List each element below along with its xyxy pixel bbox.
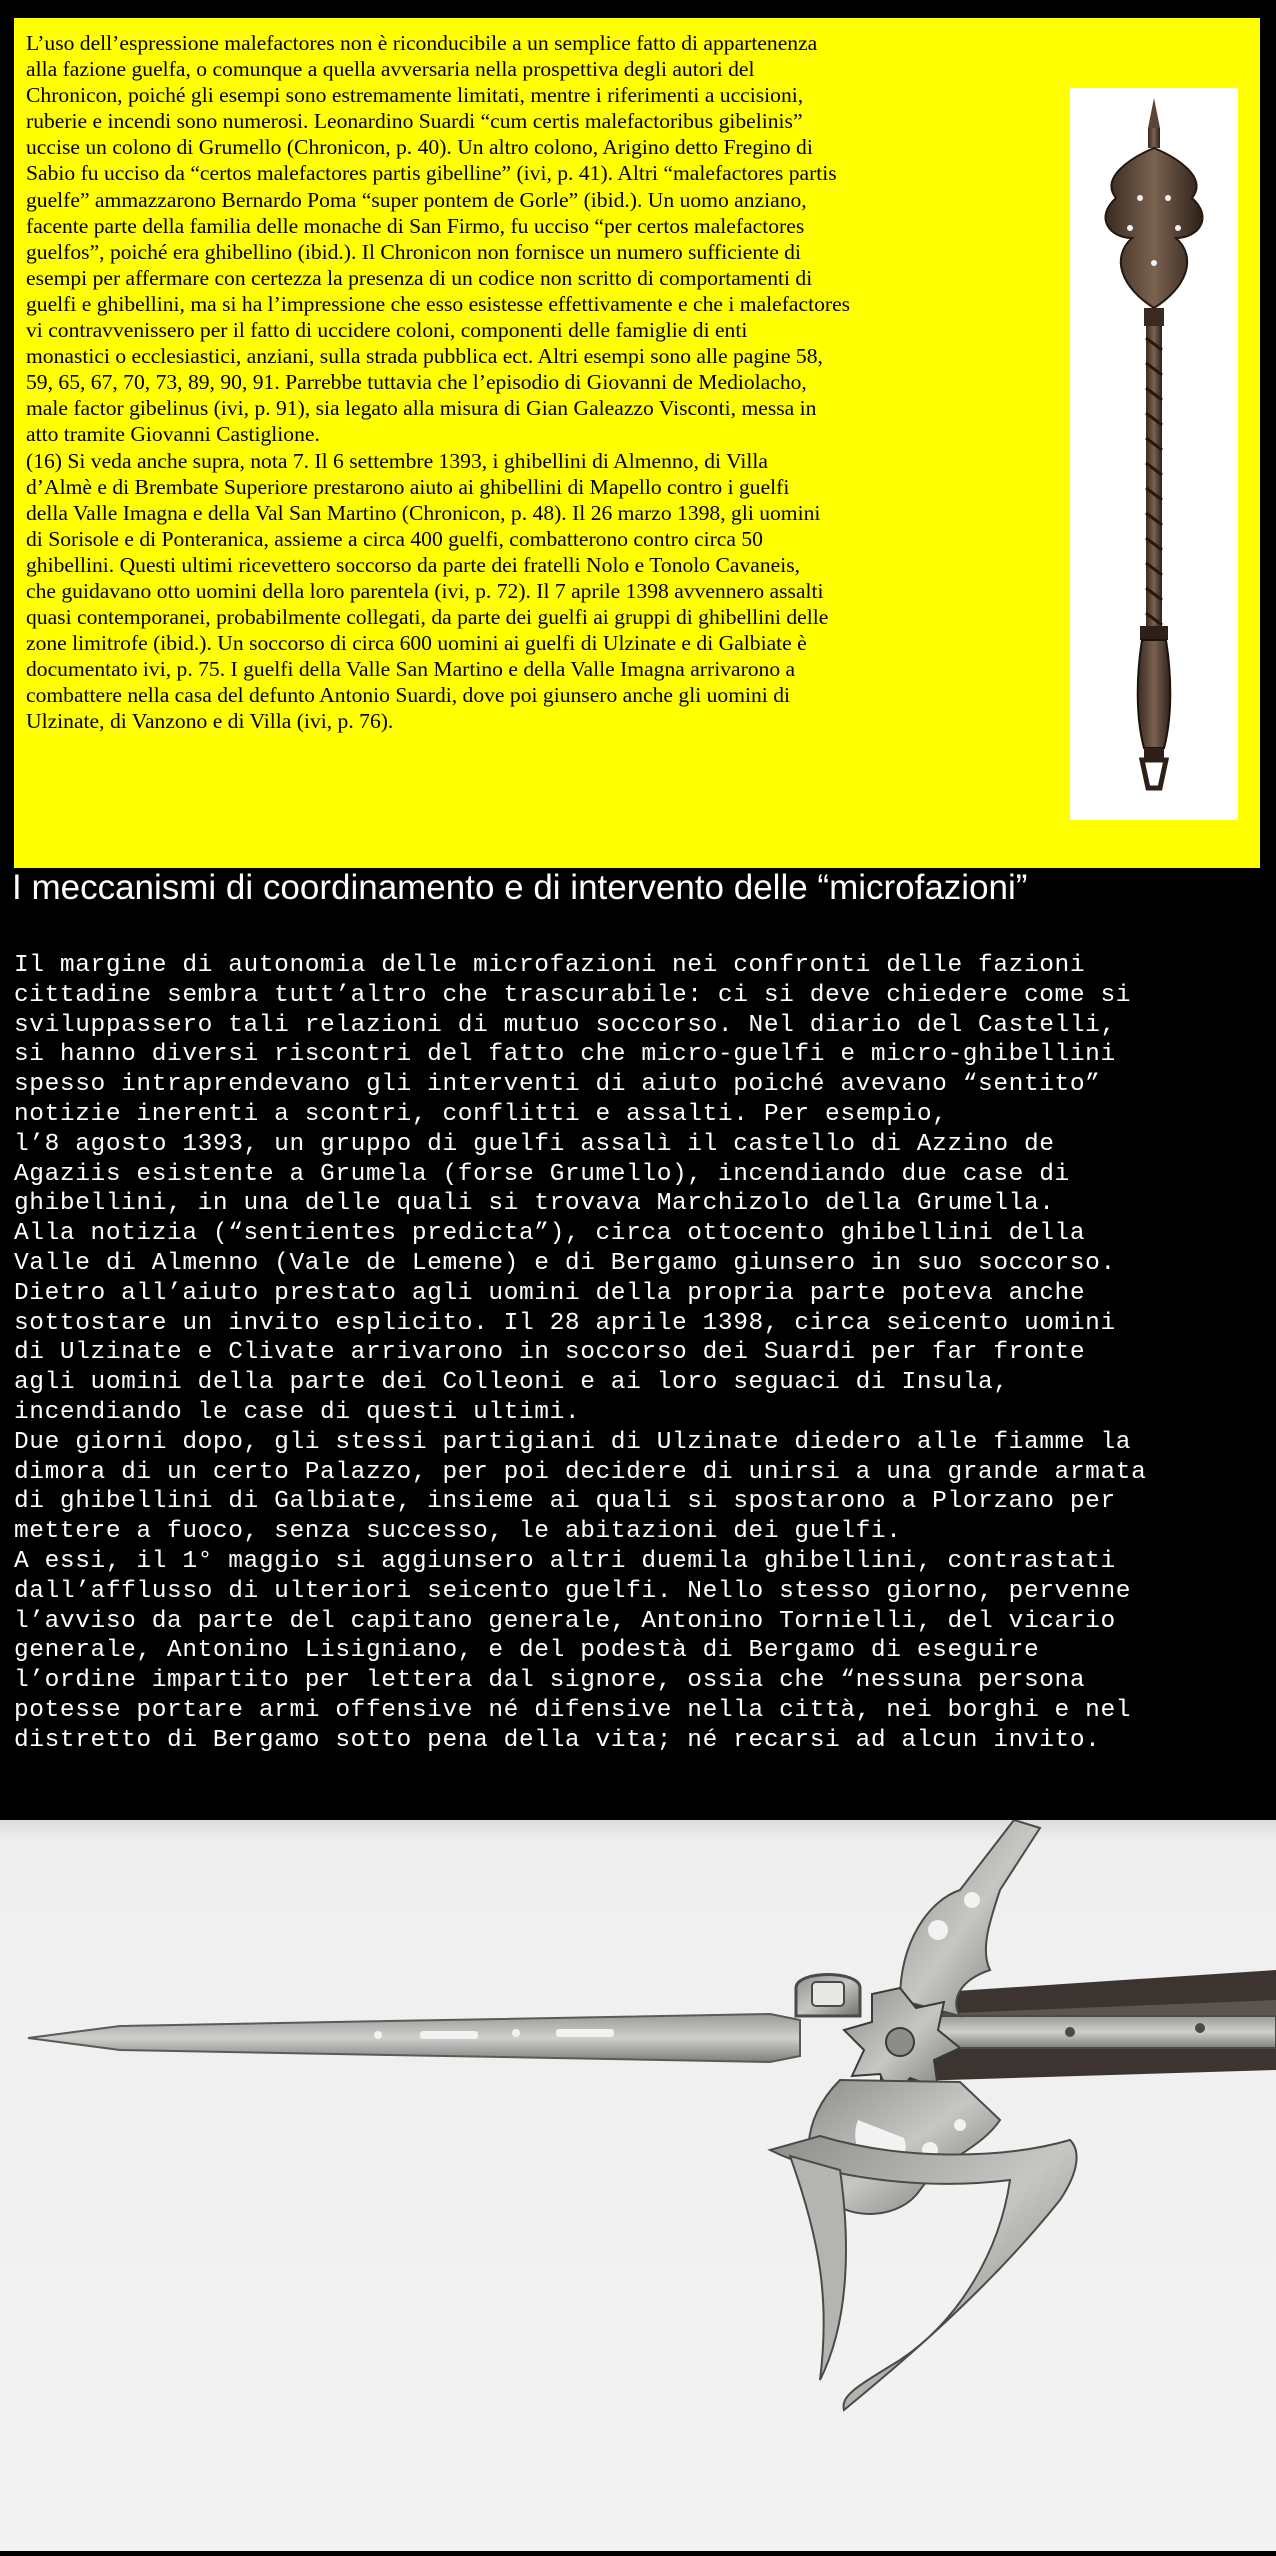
footnotes-text: L’uso dell’espressione malefactores non è riconducibile a un semplice fatto di appartenenza alla fazione guelfa, o comunque a quella avversaria nella prospettiva degli autori del Chronicon, poiché gli esempi sono estremamente limitati, mentre i riferimenti a uccisioni, ruberie e incendi sono numerosi. Leonardino Suardi “cum certis malefactoribus gibelinis” uccise un colono di Grumello (Chronicon, p. 40). Un altro colono, Arigino detto Fregino di Sabio fu ucciso da “certos malefactores partis gibelline” (ivi, p. 41). Altri “malefactores partis guelfe” ammazzarono Bernardo Poma “super pontem de Gorle” (ibid.). Un uomo anziano, facente parte della familia delle monache di San Firmo, fu ucciso “per certos malefactores guelfos”, poiché era ghibellino (ibid.). Il Chronicon non fornisce un numero sufficiente di esempi per affermare con certezza la presenza di un codice non scritto di comportamenti di guelfi e ghibellini, ma si ha l’impressione che esso esistesse effettivamente e che i malefactores vi contravvenissero per il fatto di uccidere coloni, componenti delle famiglie di enti monastici o ecclesiastici, anziani, sulla strada pubblica ect. Altri esempi sono alle pagine 58, 59, 65, 67, 70, 73, 89, 90, 91. Parrebbe tuttavia che l’episodio di Giovanni de Mediolacho, male factor gibelinus (ivi, p. 91), sia legato alla misura di Gian Galeazzo Visconti, messa in atto tramite Giovanni Castiglione. (16) Si veda anche supra, nota 7. Il 6 settembre 1393, i ghibellini di Almenno, di Villa d’Almè e di Brembate Superiore prestarono aiuto ai ghibellini di Mapello contro i guelfi della Valle Imagna e della Val San Martino (Chronicon, p. 48). Il 26 marzo 1398, gli uomini di Sorisole e di Ponteranica, assieme a circa 400 guelfi, combatterono contro circa 50 ghibellini. Questi ultimi ricevettero soccorso da parte dei fratelli Nolo e Tonolo Cavaneis, che guidavano otto uomini della loro parentela (ivi, p. 72). Il 7 aprile 1398 avvennero assalti quasi contemporanei, probabilmente collegati, da parte dei guelfi ai gruppi di ghibellini delle zone limitrofe (ibid.). Un soccorso di circa 600 uomini ai guelfi di Ulzinate e di Galbiate è documentato ivi, p. 75. I guelfi della Valle San Martino e della Valle Imagna arrivarono a combattere nella casa del defunto Antonio Suardi, dove poi giunsero anche gli uomini di Ulzinate, di Vanzono e di Villa (ivi, p. 76).	[26, 31, 851, 734]
footnotes-panel	[14, 18, 1260, 868]
halberd-illustration	[0, 1820, 1276, 2551]
section-heading: I meccanismi di coordinamento e di intervento delle “microfazioni”	[12, 868, 1028, 907]
mace-image	[1070, 88, 1238, 820]
section-body: Il margine di autonomia delle microfazioni nei confronti delle fazioni cittadine sembra tutt’altro che trascurabile: ci si deve chiedere come si sviluppassero tali relazioni di mutuo soccorso. Nel diario del Castelli, si hanno diversi riscontri del fatto che micro-guelfi e micro-ghibellini spesso intraprendevano gli interventi di aiuto poiché avevano “sentito” notizie inerenti a scontri, conflitti e assalti. Per esempio, l’8 agosto 1393, un gruppo di guelfi assalì il castello di Azzino de Agaziis esistente a Grumela (forse Grumello), incendiando due case di ghibellini, in una delle quali si trovava Marchizolo della Grumella. Alla notizia (“sentientes predicta”), circa ottocento ghibellini della Valle di Almenno (Vale de Lemene) e di Bergamo giunsero in suo soccorso. Dietro all’aiuto prestato agli uomini della propria parte poteva anche sottostare un invito esplicito. Il 28 aprile 1398, circa seicento uomini di Ulzinate e Clivate arrivarono in soccorso dei Suardi per far fronte agli uomini della parte dei Colleoni e ai loro seguaci di Insula, incendiando le case di questi ultimi. Due giorni dopo, gli stessi partigiani di Ulzinate diedero alle fiamme la dimora di un certo Palazzo, per poi decidere di unirsi a una grande armata di ghibellini di Galbiate, insieme ai quali si spostarono a Plorzano per mettere a fuoco, senza successo, le abitazioni dei guelfi. A essi, il 1° maggio si aggiunsero altri duemila ghibellini, contrastati dall’afflusso di ulteriori seicento guelfi. Nello stesso giorno, pervenne l’avviso da parte del capitano generale, Antonino Tornielli, del vicario generale, Antonino Lisigniano, e del podestà di Bergamo di eseguire l’ordine impartito per lettera dal signore, ossia che “nessuna persona potesse portare armi offensive né difensive nella città, nei borghi e nel distretto di Bergamo sotto pena della vita; né recarsi ad alcun invito.	[14, 952, 1147, 1754]
halberd-image	[0, 1820, 1276, 2551]
mace-illustration	[1070, 88, 1238, 820]
